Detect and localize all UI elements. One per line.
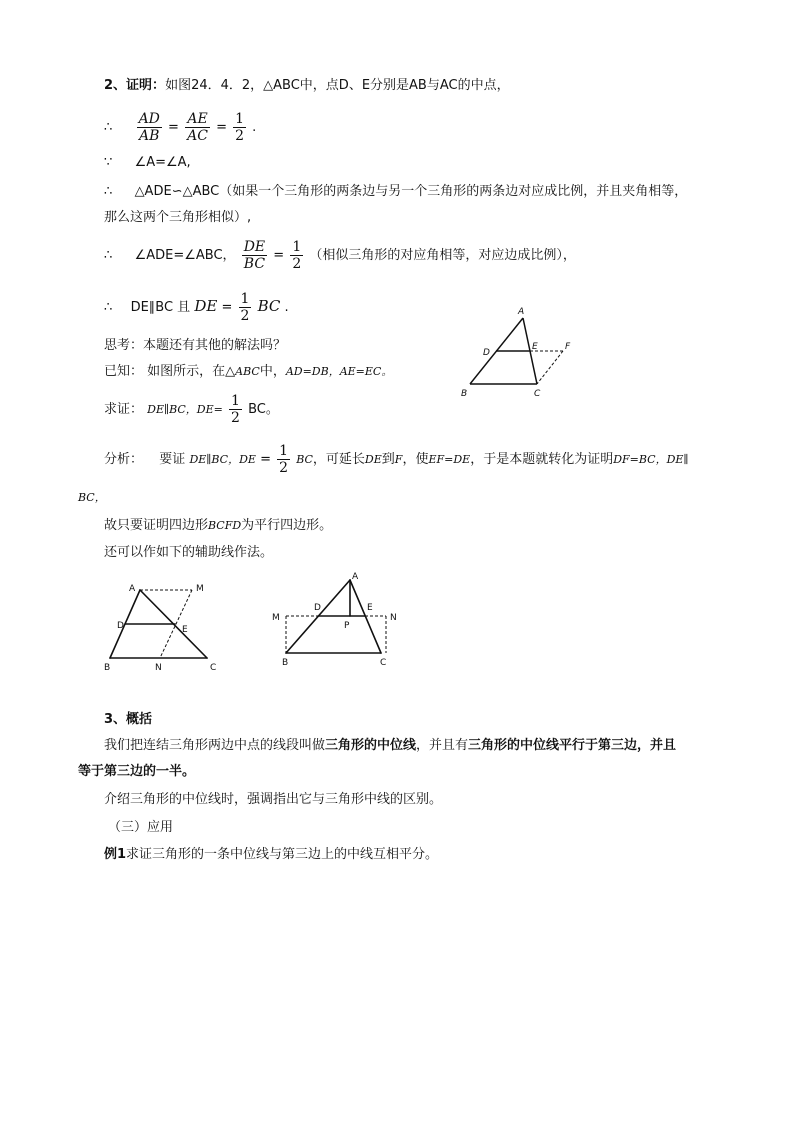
label-b: B [282,658,289,668]
prove-statement: DE∥BC，DE= [147,403,223,416]
example-label: 例1 [104,847,127,862]
fraction-one-half: $\frac{1}{2}$ [231,393,240,426]
label-c: C [210,663,217,672]
known-text: 如图所示，在△ [147,364,236,379]
triangle-name: ABC [235,365,260,378]
therefore-symbol: ∴ [104,300,113,315]
example-1 [104,845,438,865]
so-text: 为平行四边形。 [241,518,333,533]
figure-triangle-extended [455,300,595,405]
continuation-text: 那么这两个三角形相似）, [104,210,252,225]
intro-text: 介绍三角形的中位线时，强调指出它与三角形中线的区别。 [104,792,443,807]
figure-construction-mnp [268,568,408,670]
because-line [104,153,191,173]
fraction-one-half: $\frac{1}{2}$ [292,239,302,272]
summary-line-2: 等于第三边的一半。 [78,764,196,779]
equals-sign: = [168,120,179,135]
figure-construction-mn [100,580,230,672]
label-a: A [129,584,136,594]
proof-label: 证明： [126,78,166,93]
analysis-symbol: F [394,453,403,466]
label-m: M [272,613,280,623]
summary-bold-theorem: 三角形的中位线平行于第三边，并且 [468,738,677,753]
example-text: 求证三角形的一条中位线与第三边上的中线互相平分。 [126,847,439,862]
label-m: M [196,584,204,594]
de-symbol: DE [194,297,218,315]
therefore-symbol: ∴ [104,248,113,263]
label-e: E [532,342,538,352]
label-e: E [182,625,188,635]
similarity-text: △ADE∽△ABC（如果一个三角形的两条边与另一个三角形的两条边对应成比例，并且夹角相等， [134,184,688,199]
summary-text: ，并且有 [416,738,469,753]
reason-text: （相似三角形的对应角相等，对应边成比例）， [309,248,576,263]
similarity-continuation [104,208,251,228]
label-e: E [367,603,373,613]
angle-equality-text: ∠A=∠A, [134,155,191,170]
fraction-de-bc: $\frac{DE}{BC}$ [243,239,266,272]
section-apply-title: （三）应用 [108,820,174,835]
fraction-one-half: $\frac{1}{2}$ [235,111,245,144]
aux-line-text: 还可以作如下的辅助线作法。 [104,545,274,560]
analysis-symbol: BC， [78,491,106,504]
proof-heading-line [104,76,510,96]
analysis-text: ，可延长 [312,452,365,467]
analysis-symbol: DE [364,453,382,466]
label-c: C [380,658,387,668]
label-d: D [314,603,321,613]
therefore-symbol: ∴ [104,184,113,199]
corresponding-angles-line [104,236,576,276]
parallelogram-line [104,516,332,536]
so-text: 故只要证明四边形 [104,518,209,533]
known-line [104,362,392,382]
label-n: N [155,663,162,672]
period: . [284,300,289,315]
parallel-text: DE∥BC 且 [130,300,191,315]
equals-sign: = [260,452,271,467]
analysis-symbol: BC [296,453,313,466]
label-c: C [534,389,541,399]
label-p: P [344,621,350,631]
prove-bc: BC。 [248,402,279,417]
quad-name: BCFD [208,519,242,532]
analysis-symbol: DE∥BC，DE [189,453,256,466]
prove-line [104,390,279,430]
fraction-one-half: $\frac{1}{2}$ [240,291,250,324]
proof-intro-text: 如图24．4．2，△ABC中，点D、E分别是AB与AC的中点， [165,78,510,93]
label-b: B [461,389,468,399]
summary-bold-term: 三角形的中位线 [325,738,417,753]
label-n: N [390,613,397,623]
analysis-line [104,440,689,480]
fraction-ae-ac: $\frac{AE}{AC}$ [187,111,208,144]
section-number: 2、 [104,78,127,93]
analysis-continuation [78,488,106,508]
period: . [252,120,257,135]
known-text: 中， [259,364,286,379]
equals-sign: = [273,248,285,263]
equals-sign: = [221,300,233,315]
label-a: A [518,307,525,317]
analysis-symbol: DF=BC，DE∥ [613,453,689,466]
equals-sign: = [216,120,227,135]
bc-symbol: BC [257,297,281,315]
summary-line-1 [104,736,676,756]
fraction-one-half: $\frac{1}{2}$ [279,443,289,476]
analysis-text: ，使 [402,452,429,467]
known-label: 已知： [104,364,144,379]
label-b: B [104,663,111,672]
angle-text: ∠ADE=∠ABC， [134,248,236,263]
therefore-symbol: ∴ [104,120,113,135]
fraction-ad-ab: $\frac{AD}{AB}$ [138,111,160,144]
conclusion-line [104,286,289,326]
similarity-line [104,182,687,202]
section-3-title: 3、概括 [104,712,153,727]
summary-text: 我们把连结三角形两边中点的线段叫做 [104,738,326,753]
label-a: A [352,572,359,582]
analysis-text: ，于是本题就转化为证明 [470,452,614,467]
analysis-text: 到 [381,452,395,467]
ratio-line [104,108,256,148]
label-f: F [565,342,571,352]
label-d: D [117,621,124,631]
known-condition: AD=DB，AE=EC。 [285,365,393,378]
think-question: 思考：本题还有其他的解法吗？ [104,338,287,353]
analysis-symbol: EF=DE [428,453,471,466]
because-symbol: ∵ [104,155,113,170]
prove-label: 求证： [104,402,144,417]
analysis-label: 分析： [104,452,144,467]
analysis-text: 要证 [159,452,186,467]
label-d: D [483,348,490,358]
segment-fc-dashed [537,351,563,384]
